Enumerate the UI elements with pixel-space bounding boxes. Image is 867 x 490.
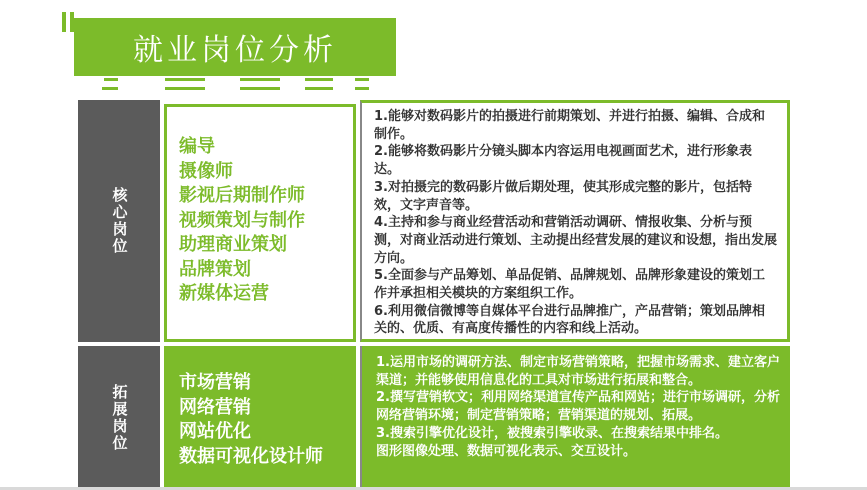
roles-cell-extended <box>164 346 356 490</box>
role-item: 摄像师 <box>179 160 233 182</box>
description-line: 3.对拍摄完的数码影片做后期处理，使其形成完整的影片，包括特效，文字声音等。 <box>374 179 752 213</box>
page-title-banner <box>74 18 396 76</box>
description-cell-extended <box>360 346 790 490</box>
page-title: 就业岗位分析 <box>133 33 337 68</box>
category-cell-core <box>78 100 160 342</box>
role-item: 品牌策划 <box>179 258 251 280</box>
description-line: 2.能够将数码影片分镜头脚本内容运用电视画面艺术，进行形象表达。 <box>374 144 752 178</box>
roles-cell-core <box>164 104 356 342</box>
description-line: 1.运用市场的调研方法、制定市场营销策略，把握市场需求、建立客户渠道；并能够使用信息化的工具对市场进行拓展和整合。 <box>376 355 780 388</box>
role-item: 数据可视化设计师 <box>179 445 323 467</box>
category-cell-extended <box>78 346 160 490</box>
description-line: 2.撰写营销软文；利用网络渠道宣传产品和网站；进行市场调研，分析网络营销环境；制定营销策略；营销渠道的规划、拓展。 <box>376 390 780 424</box>
role-item: 新媒体运营 <box>179 283 269 304</box>
description-line: 1.能够对数码影片的拍摄进行前期策划、并进行拍摄、编辑、合成和制作。 <box>374 109 765 142</box>
category-label: 核心岗位 <box>110 187 129 255</box>
description-line: 图形图像处理、数据可视化表示、交互设计。 <box>376 443 637 459</box>
description-line: 4.主持和参与商业经营活动和营销活动调研、情报收集、分析与预测，对商业活动进行策划、主动提出经营发展的建议和设想，指出发展方向。 <box>374 215 778 266</box>
description-line: 5.全面参与产品筹划、单品促销、品牌规划、品牌形象建设的策划工作并承担相关模块的方案组织工作。 <box>374 268 765 302</box>
description-line: 6.利用微信微博等自媒体平台进行品牌推广，产品营销；策划品牌相关的、优质、有高度传播性的内容和线上活动。 <box>374 303 765 337</box>
role-item: 网络营销 <box>179 396 251 418</box>
role-item: 市场营销 <box>179 372 251 393</box>
description-cell-core <box>360 100 790 342</box>
role-item: 网站优化 <box>179 421 251 442</box>
role-item: 视频策划与制作 <box>179 209 305 231</box>
role-item: 影视后期制作师 <box>179 185 305 206</box>
description-line: 3.搜索引擎优化设计，被搜索引擎收录、在搜索结果中排名。 <box>376 425 728 441</box>
job-analysis-table <box>78 100 790 490</box>
role-item: 编导 <box>179 136 215 157</box>
category-label: 拓展岗位 <box>110 384 129 452</box>
role-item: 助理商业策划 <box>179 234 287 255</box>
